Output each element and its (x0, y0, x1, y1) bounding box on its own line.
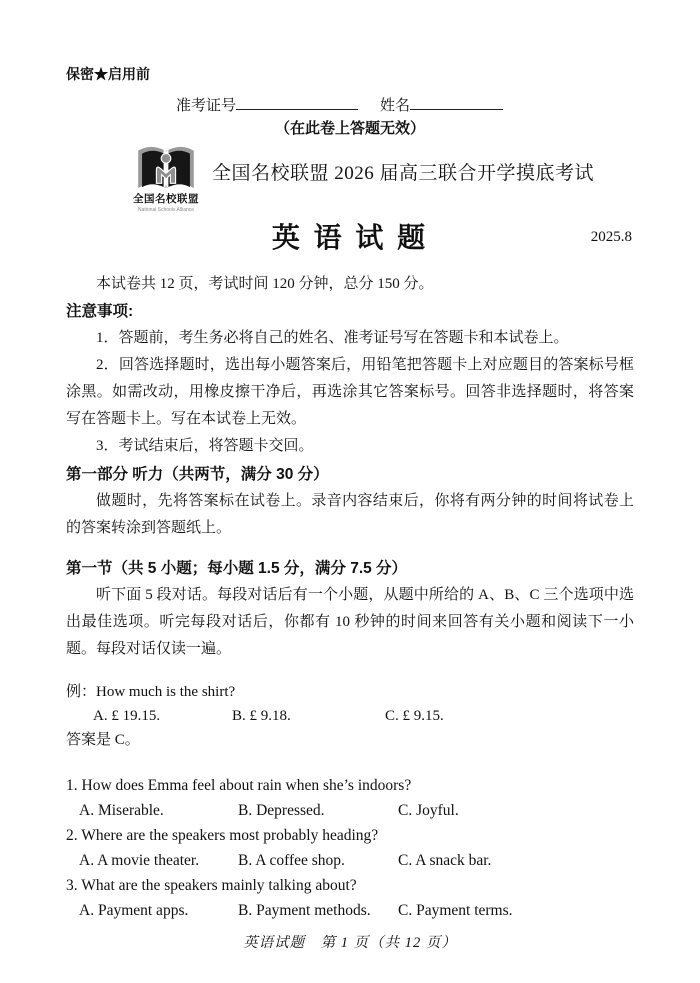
example-answer: 答案是 C。 (66, 732, 140, 748)
subject-title-row (66, 217, 634, 259)
question-3-text: 3. What are the speakers mainly talking about? (66, 877, 357, 894)
admission-no-blank (236, 95, 358, 110)
example-option-a: A. £ 19.15. (93, 708, 161, 724)
question-1-option-a: A. Miserable. (79, 802, 164, 819)
exam-date: 2025.8 (590, 229, 632, 245)
subject-title: 英 语 试 题 (271, 222, 429, 253)
alliance-header (130, 144, 634, 213)
name-label: 姓名 (380, 98, 411, 114)
example-option-c: C. £ 9.15. (385, 708, 444, 724)
page-footer: 英语试题 第 1 页（共 12 页） (243, 935, 457, 951)
notice-item-2: 2．回答选择题时，选出每小题答案后，用铅笔把答题卡上对应题目的答案标号框涂黑。如需改动，用橡皮擦干净后，再选涂其它答案标号。回答非选择题时，将答案写在答题卡上。写在本试卷上无效。 (66, 357, 634, 427)
alliance-logo-block (130, 144, 202, 213)
questions-list (66, 773, 634, 923)
section1-heading: 第一节（共 5 小题；每小题 1.5 分，满分 7.5 分） (66, 560, 408, 577)
question-2-option-b: B. A coffee shop. (238, 852, 345, 869)
question-2-text: 2. Where are the speakers most probably heading? (66, 827, 379, 844)
question-2-options (66, 848, 634, 873)
example-label: 例： (66, 684, 97, 700)
part1-paragraph: 做题时，先将答案标在试卷上。录音内容结束后，你将有两分钟的时间将试卷上的答案转涂到答题纸上。 (66, 493, 634, 536)
alliance-subname: National Schools Alliance (137, 207, 195, 213)
question-2-option-c: C. A snack bar. (398, 852, 492, 869)
example-block (66, 680, 634, 752)
question-2-option-a: A. A movie theater. (79, 852, 200, 869)
question-1-option-c: C. Joyful. (398, 802, 459, 819)
name-blank (410, 95, 503, 110)
example-question: How much is the shirt? (96, 684, 236, 700)
section1-paragraph: 听下面 5 段对话。每段对话后有一个小题，从题中所给的 A、B、C 三个选项中选出最佳选项。听完每段对话后，你都有 10 秒钟的时间来回答有关小题和阅读下一小题。每段对话仅读一遍。 (66, 587, 634, 657)
admission-no-label: 准考证号 (176, 98, 237, 114)
notice-item-1: 1．答题前，考生务必将自己的姓名、准考证号写在答题卡和本试卷上。 (96, 330, 569, 346)
question-3-option-b: B. Payment methods. (238, 902, 371, 919)
secrecy-notice: 保密★启用前 (66, 66, 150, 82)
intro-paragraph: 本试卷共 12 页，考试时间 120 分钟，总分 150 分。 (96, 276, 434, 292)
question-3-option-a: A. Payment apps. (79, 902, 189, 919)
answer-invalid-note: （在此卷上答题无效） (274, 120, 425, 137)
question-1-options (66, 798, 634, 823)
open-book-figure-icon (137, 144, 195, 190)
question-1-option-b: B. Depressed. (238, 802, 325, 819)
example-options-line (66, 704, 634, 728)
question-3-options (66, 898, 634, 923)
candidate-id-line (176, 94, 634, 115)
question-1-text: 1. How does Emma feel about rain when she’s indoors? (66, 777, 412, 794)
question-3-option-c: C. Payment terms. (398, 902, 513, 919)
exam-title: 全国名校联盟 2026 届高三联合开学摸底考试 (212, 163, 595, 184)
alliance-name: 全国名校联盟 (133, 193, 199, 205)
example-question-line (66, 680, 634, 704)
notice-item-3: 3．考试结束后，将答题卡交回。 (96, 438, 314, 454)
example-option-b: B. £ 9.18. (232, 708, 291, 724)
notices-heading: 注意事项: (66, 303, 134, 320)
part1-heading: 第一部分 听力（共两节，满分 30 分） (66, 466, 329, 483)
